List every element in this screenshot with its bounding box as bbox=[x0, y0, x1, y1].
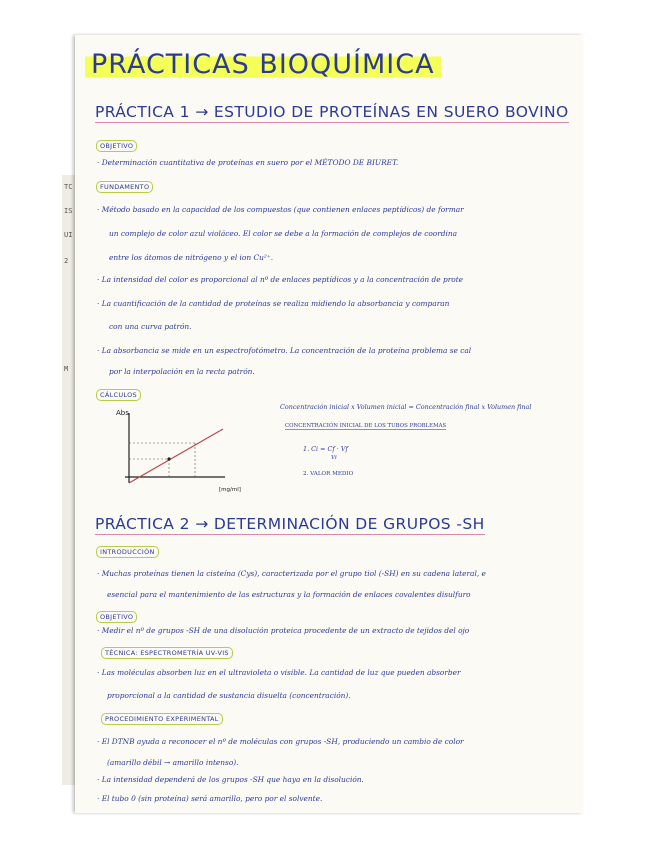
formula-heading: CONCENTRACIÓN INICIAL DE LOS TUBOS PROBLEMAS bbox=[285, 423, 447, 429]
notebook-page bbox=[75, 35, 583, 813]
strip-mark: 2 bbox=[64, 257, 69, 265]
fundamento-line: · Método basado en la capacidad de los compuestos (que contienen enlaces peptídicos) de formar bbox=[97, 205, 464, 214]
fundamento-line: por la interpolación en la recta patrón. bbox=[109, 367, 255, 376]
strip-mark: TC bbox=[64, 183, 73, 191]
page-title: PRÁCTICAS BIOQUÍMICA bbox=[85, 49, 441, 80]
calculos-tag: CÁLCULOS bbox=[96, 389, 141, 401]
introduccion-tag: INTRODUCCIÓN bbox=[96, 546, 159, 558]
procedimiento-line: (amarillo débil → amarillo intenso). bbox=[107, 758, 239, 767]
graph-y-label: Abs bbox=[116, 409, 129, 417]
procedimiento-line: · El DTNB ayuda a reconocer el nº de moléculas con grupos -SH, produciendo un cambio de color bbox=[97, 737, 464, 746]
objetivo2-tag: OBJETIVO bbox=[96, 611, 137, 623]
procedimiento-line: · La intensidad dependerá de los grupos -SH que haya en la disolución. bbox=[97, 775, 364, 784]
practica1-heading: PRÁCTICA 1 → ESTUDIO DE PROTEÍNAS EN SUERO BOVINO bbox=[95, 103, 569, 121]
adjacent-page-strip bbox=[62, 175, 76, 785]
fundamento-line: un complejo de color azul violáceo. El color se debe a la formación de complejos de coordina bbox=[109, 229, 458, 238]
procedimiento-tag: PROCEDIMIENTO EXPERIMENTAL bbox=[101, 713, 223, 725]
calibration-graph bbox=[115, 407, 265, 497]
fundamento-line: · La intensidad del color es proporcional al nº de enlaces peptídicos y a la concentración de prote bbox=[97, 275, 464, 284]
formula-line: Concentración inicial x Volumen inicial = Concentración final x Volumen final bbox=[280, 403, 532, 411]
intro-line: · Muchas proteínas tienen la cisteína (Cys), caracterizada por el grupo tiol (-SH) en su cadena lateral, e bbox=[97, 569, 486, 578]
procedimiento-line: · El tubo 0 (sin proteína) será amarillo, pero por el solvente. bbox=[97, 794, 323, 803]
fundamento-line: entre los átomos de nitrógeno y el ion Cu²⁺. bbox=[109, 253, 274, 262]
tecnica-line: proporcional a la cantidad de sustancia disuelta (concentración). bbox=[107, 691, 351, 700]
strip-mark: UI bbox=[64, 231, 73, 239]
fundamento-line: con una curva patrón. bbox=[109, 322, 192, 331]
graph-point bbox=[167, 457, 170, 460]
objetivo2-text: · Medir el nº de grupos -SH de una disolución proteica procedente de un extracto de tejidos del ojo bbox=[97, 626, 470, 635]
objetivo-text: · Determinación cuantitativa de proteínas en suero por el MÉTODO DE BIURET. bbox=[97, 158, 399, 167]
intro-line: esencial para el mantenimiento de las estructuras y la formación de enlaces covalentes disulfuro bbox=[107, 590, 471, 599]
tecnica-line: · Las moléculas absorben luz en el ultravioleta o visible. La cantidad de luz que pueden absorber bbox=[97, 668, 461, 677]
tecnica-tag: TÉCNICA: ESPECTROMETRÍA UV-VIS bbox=[101, 647, 233, 659]
formula-2: 2. VALOR MEDIO bbox=[303, 471, 354, 477]
standard-curve-line bbox=[129, 429, 223, 483]
fundamento-line: · La cuantificación de la cantidad de proteínas se realiza midiendo la absorbancia y comparan bbox=[97, 299, 450, 308]
formula-1-denominator: Vi bbox=[331, 455, 337, 461]
fundamento-tag: FUNDAMENTO bbox=[96, 181, 153, 193]
fundamento-line: · La absorbancia se mide en un espectrofotómetro. La concentración de la proteína problema se cal bbox=[97, 346, 472, 355]
formula-1: 1. Ci = Cf · Vf bbox=[303, 445, 348, 453]
graph-x-label: [mg/ml] bbox=[219, 487, 241, 493]
practica2-heading: PRÁCTICA 2 → DETERMINACIÓN DE GRUPOS -SH bbox=[95, 515, 485, 533]
strip-mark: M bbox=[64, 365, 69, 373]
objetivo-tag: OBJETIVO bbox=[96, 140, 137, 152]
strip-mark: IS bbox=[64, 207, 73, 215]
